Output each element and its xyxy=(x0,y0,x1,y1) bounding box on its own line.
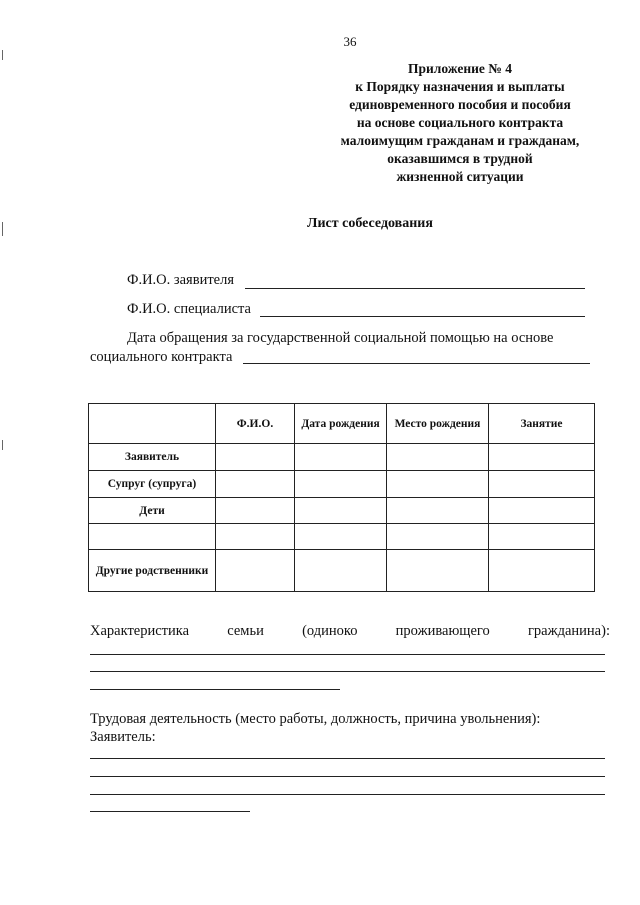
table-cell[interactable] xyxy=(216,471,295,498)
table-cell[interactable] xyxy=(387,550,489,592)
table-header-name: Ф.И.О. xyxy=(216,404,295,444)
table-cell[interactable] xyxy=(387,444,489,471)
appendix-line: малоимущим гражданам и гражданам, xyxy=(340,133,580,148)
specialist-name-line[interactable] xyxy=(260,316,585,317)
table-row xyxy=(89,524,595,550)
characteristic-line[interactable] xyxy=(90,671,605,672)
table-row xyxy=(89,498,595,524)
row-label: Заявитель xyxy=(89,444,216,471)
characteristic-word: гражданина): xyxy=(527,623,610,639)
row-label xyxy=(89,524,216,550)
family-table xyxy=(88,403,595,592)
characteristic-word: семьи xyxy=(227,623,264,639)
table-cell[interactable] xyxy=(387,498,489,524)
table-row xyxy=(89,550,595,592)
appendix-line: на основе социального контракта xyxy=(356,115,564,130)
applicant-name-line[interactable] xyxy=(245,288,585,289)
work-activity-title: Трудовая деятельность (место работы, должность, причина увольнения): xyxy=(90,711,541,727)
row-label: Дети xyxy=(89,498,216,524)
table-header-cell xyxy=(89,404,216,444)
appendix-header xyxy=(300,60,620,186)
table-cell[interactable] xyxy=(387,471,489,498)
scan-edge-mark xyxy=(2,440,3,450)
table-cell[interactable] xyxy=(216,524,295,550)
scan-edge-mark xyxy=(2,222,3,236)
table-cell[interactable] xyxy=(489,444,595,471)
table-cell[interactable] xyxy=(216,498,295,524)
table-header-occupation: Занятие xyxy=(489,404,595,444)
applicant-name-label: Ф.И.О. заявителя xyxy=(127,272,235,288)
work-activity-line[interactable] xyxy=(90,758,605,759)
applicant-subtitle: Заявитель: xyxy=(90,729,156,745)
characteristic-word: проживающего xyxy=(395,623,490,639)
work-activity-label xyxy=(90,710,540,746)
table-cell[interactable] xyxy=(489,498,595,524)
table-row xyxy=(89,444,595,471)
work-activity-line[interactable] xyxy=(90,776,605,777)
appendix-line: оказавшимся в трудной xyxy=(387,151,533,166)
application-date-label-cont: социального контракта xyxy=(90,349,233,365)
characteristic-word: Характеристика xyxy=(90,623,190,639)
characteristic-line[interactable] xyxy=(90,689,340,690)
table-cell[interactable] xyxy=(295,444,387,471)
work-activity-line[interactable] xyxy=(90,794,605,795)
table-row xyxy=(89,471,595,498)
table-cell[interactable] xyxy=(295,498,387,524)
appendix-line: единовременного пособия и пособия xyxy=(349,97,571,112)
table-cell[interactable] xyxy=(489,471,595,498)
row-label: Супруг (супруга) xyxy=(89,471,216,498)
characteristic-word: (одиноко xyxy=(302,623,358,639)
table-cell[interactable] xyxy=(216,550,295,592)
table-cell[interactable] xyxy=(387,524,489,550)
table-cell[interactable] xyxy=(489,524,595,550)
appendix-line: к Порядку назначения и выплаты xyxy=(355,79,565,94)
table-cell[interactable] xyxy=(295,524,387,550)
work-activity-line[interactable] xyxy=(90,811,250,812)
characteristic-line[interactable] xyxy=(90,654,605,655)
table-cell[interactable] xyxy=(489,550,595,592)
row-label: Другие родственники xyxy=(89,550,216,592)
specialist-name-label: Ф.И.О. специалиста xyxy=(127,301,251,317)
document-title: Лист собеседования xyxy=(307,216,433,231)
table-cell[interactable] xyxy=(216,444,295,471)
application-date-label: Дата обращения за государственной социальной помощью на основе xyxy=(127,330,554,346)
appendix-line: жизненной ситуации xyxy=(396,169,524,184)
scan-edge-mark xyxy=(2,50,3,60)
table-cell[interactable] xyxy=(295,471,387,498)
table-header-row xyxy=(89,404,595,444)
application-date-line[interactable] xyxy=(243,363,590,364)
table-cell[interactable] xyxy=(295,550,387,592)
family-characteristic-label xyxy=(90,623,610,640)
page-number: 36 xyxy=(343,34,357,49)
appendix-title: Приложение № 4 xyxy=(408,61,512,76)
table-header-birthdate: Дата рождения xyxy=(295,404,387,444)
table-header-birthplace: Место рождения xyxy=(387,404,489,444)
